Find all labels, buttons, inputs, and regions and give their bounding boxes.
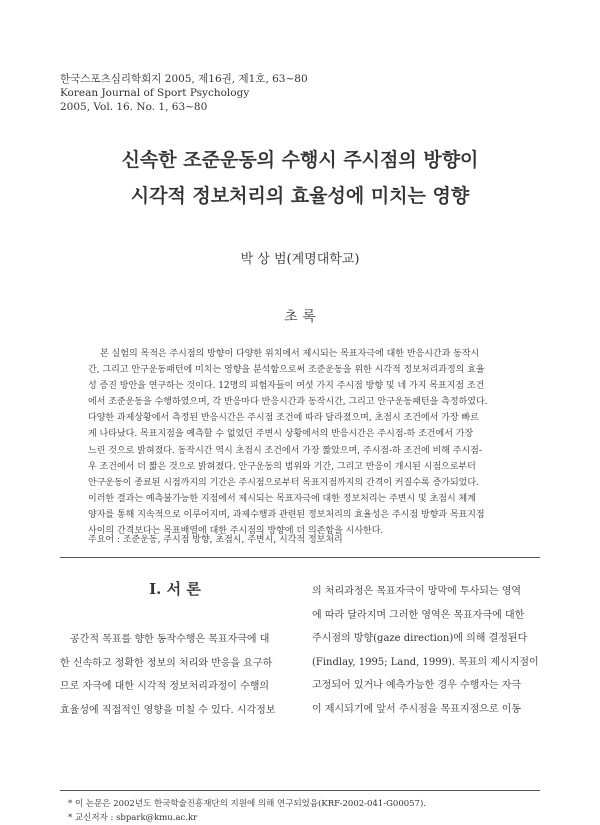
body-line: 므로 자극에 대한 시각적 정보처리과정이 수행의 [60, 681, 270, 692]
section-heading-introduction: I. 서 론 [149, 580, 201, 598]
body-right-column [312, 580, 544, 721]
paper-title-line-2: 시각적 정보처리의 효율성에 미치는 영향 [130, 185, 470, 207]
section-divider [60, 557, 540, 558]
abstract-line: 사이의 간격보다는 목표배열에 대한 주시점의 방향에 더 의존함을 시사한다. [88, 526, 384, 537]
author: 박 상 범(계명대학교) [240, 252, 360, 267]
abstract-line: 우 조건에서 더 짧은 것으로 밝혀졌다. 안구운동의 범위와 기간, 그리고 반응이 개시된 시점으로부터 [88, 461, 476, 472]
body-line: (Findlay, 1995; Land, 1999). 목표의 제시지점이 [312, 656, 539, 668]
footnote-divider [60, 790, 540, 791]
journal-line-volume: 2005, Vol. 16. No. 1, 63~80 [60, 101, 208, 113]
body-line: 효율성에 직접적인 영향을 미칠 수 있다. 시각정보 [60, 704, 276, 716]
abstract [88, 346, 520, 539]
body-line: 에 따라 달라지며 그러한 영역은 목표자극에 대한 [312, 609, 525, 621]
journal-line-english: Korean Journal of Sport Psychology [60, 87, 250, 99]
body-line: 공간적 목표를 향한 동작수행은 목표자극에 대 [70, 634, 270, 645]
body-line: 고정되어 있거나 예측가능한 경우 수행자는 자극 [312, 680, 522, 691]
body-left-column [60, 628, 288, 722]
journal-line-korean: 한국스포츠심리학회지 2005, 제16권, 제1호, 63~80 [60, 73, 308, 85]
abstract-line: 양자를 통해 지속적으로 이루어지며, 과제수행과 관련된 정보처리의 효율성은 주시점 방향과 목표지점 [88, 509, 485, 520]
body-line: 의 처리과정은 목표자극이 망막에 투사되는 영역 [312, 586, 522, 597]
body-line: 한 신속하고 정확한 정보의 처리와 반응을 요구하 [60, 657, 273, 669]
abstract-heading: 초 록 [284, 309, 316, 325]
abstract-line: 다양한 과제상황에서 측정된 반응시간은 주시점 조건에 따라 달라졌으며, 초점시 조건에서 가장 빠르 [88, 413, 479, 424]
footnote-funding: * 이 논문은 2002년도 한국학술진흥재단의 지원에 의해 연구되었음(KRF-2002-041-G00057). [68, 799, 426, 809]
abstract-line: 본 실험의 목적은 주시점의 방향이 다양한 위치에서 제시되는 목표자극에 대한 반응시간과 동작시 [100, 349, 480, 359]
abstract-line: 느린 것으로 밝혀졌다. 동작시간 역시 초점시 조건에서 가장 짧았으며, 주시점-하 조건에 비해 주시점- [88, 445, 482, 456]
body-line: 주시점의 방향(gaze direction)에 의해 결정된다 [312, 633, 528, 644]
keywords: 주요어 : 조준운동, 주시점 방향, 초점시, 주변시, 시각적 정보처리 [88, 535, 343, 545]
abstract-line: 간, 그리고 안구운동패턴에 미치는 영향을 분석함으로써 조준운동을 위한 시각적 정보처리과정의 효율 [88, 365, 485, 376]
footnote-corresponding-author: * 교신저자 : sbpark@kmu.ac.kr [68, 813, 198, 823]
journal-info [60, 72, 308, 114]
body-line: 이 제시되기에 앞서 주시점을 목표지점으로 이동 [312, 703, 522, 715]
abstract-line: 성 증진 방안을 연구하는 것이다. 12명의 피험자들이 여섯 가지 주시점 방향 및 네 가지 목표지점 조건 [88, 381, 485, 392]
abstract-line: 게 나타났다. 목표지점을 예측할 수 없었던 주변시 상황에서의 반응시간은 주시점-하 조건에서 가장 [88, 429, 474, 440]
abstract-line: 안구운동이 종료된 시점까지의 기간은 주시점으로부터 목표지점까지의 간격이 커질수록 증가되었다. [88, 477, 479, 488]
abstract-line: 에서 조준운동을 수행하였으며, 각 반응마다 반응시간과 동작시간, 그리고 안구운동패턴을 측정하였다. [88, 397, 488, 408]
abstract-line: 이러한 결과는 예측불가능한 지점에서 제시되는 목표자극에 대한 정보처리는 주변시 및 초점시 체계 [88, 493, 476, 504]
paper-title-line-1: 신속한 조준운동의 수행시 주시점의 방향이 [121, 149, 479, 171]
